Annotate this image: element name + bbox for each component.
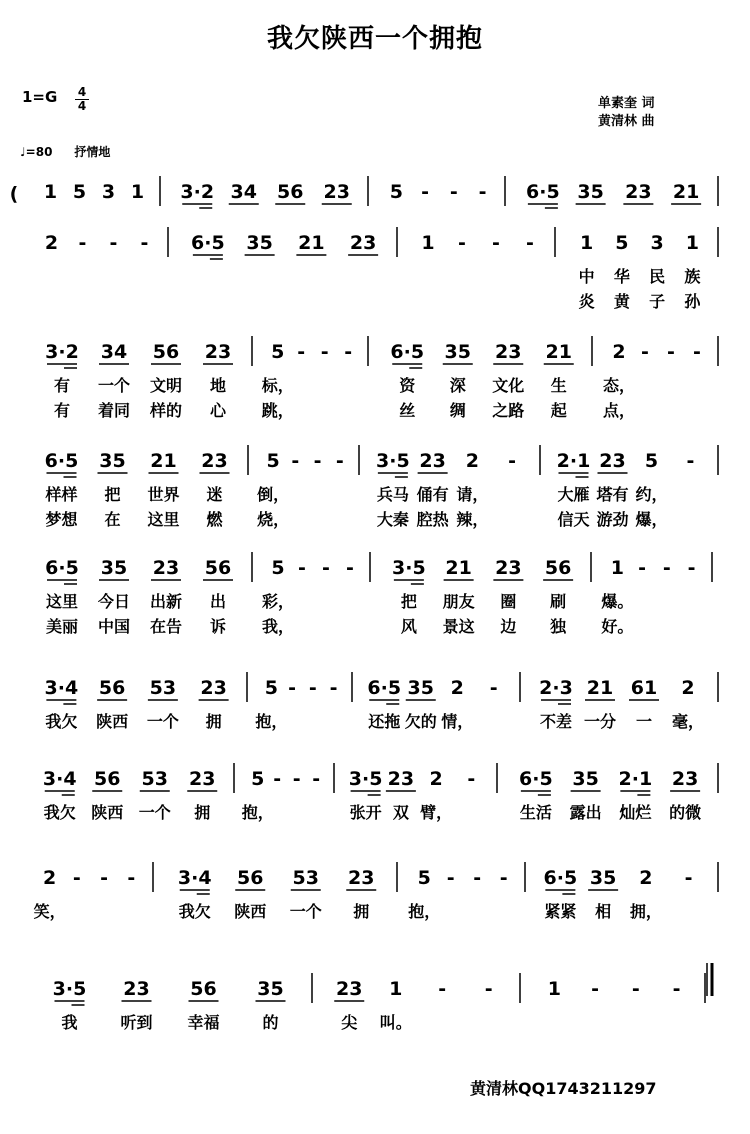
note-group: -: [109, 232, 118, 254]
lyric-text: 把: [400, 592, 417, 611]
note-group: 2: [465, 450, 479, 472]
note-group: 23: [336, 978, 363, 1000]
note-group: 5: [271, 341, 285, 363]
lyric-text: 听到: [120, 1013, 153, 1032]
lyric-text: 俑有: [416, 485, 449, 504]
note-group: 5: [72, 181, 87, 203]
note-group: 53: [149, 677, 177, 699]
note-group: -: [508, 450, 517, 472]
lyric-text: 民: [649, 267, 666, 286]
lyric-text: 生活: [519, 803, 552, 822]
lyric-text: 兵马: [376, 485, 409, 504]
note-group: 53: [141, 768, 168, 790]
note-group: 23: [599, 450, 626, 472]
note-group: 1: [421, 232, 435, 254]
lyric-text: 孙: [684, 292, 701, 311]
lyric-text: 地: [209, 376, 227, 395]
note-group: 23: [671, 768, 699, 790]
note-group: 23: [204, 341, 232, 363]
note-group: 35: [257, 978, 284, 1000]
note-group: 3·5: [392, 557, 426, 579]
lyric-text: 梦想: [45, 510, 78, 529]
lyric-text: 烧，: [257, 510, 290, 529]
note-group: 3·4: [44, 677, 79, 699]
note-group: 5: [389, 181, 403, 203]
note-group: 6·5: [44, 450, 79, 472]
note-group: 3: [101, 181, 116, 203]
lyric-text: 态，: [602, 376, 636, 395]
note-group: 1: [610, 557, 624, 579]
note-group: 6·5: [45, 557, 79, 579]
note-group: 3·5: [52, 978, 87, 1000]
note-group: -: [631, 978, 640, 1000]
lyric-text: 心: [209, 401, 227, 420]
note-group: 2·1: [618, 768, 653, 790]
note-group: 34: [230, 181, 257, 203]
note-group: -: [312, 768, 321, 790]
lyric-text: 中: [578, 267, 595, 286]
lyricist-credit: 单素奎 词: [598, 96, 655, 111]
note-group: 56: [277, 181, 304, 203]
note-group: -: [591, 978, 600, 1000]
lyric-text: 毫，: [671, 712, 705, 731]
note-group: -: [292, 768, 301, 790]
lyric-text: 子: [649, 292, 666, 311]
lyric-text: 出: [209, 592, 227, 611]
note-group: -: [526, 232, 534, 254]
note-group: -: [313, 450, 322, 472]
lyric-text: 尖: [341, 1013, 358, 1032]
note-group: 5: [615, 232, 629, 254]
note-group: 23: [495, 557, 522, 579]
note-group: 35: [572, 768, 599, 790]
note-group: 35: [577, 181, 604, 203]
lyric-text: 我欠: [45, 712, 78, 731]
note-group: -: [298, 557, 306, 579]
mood-marking: 抒情地: [74, 145, 111, 159]
lyric-text: 中国: [97, 617, 131, 636]
note-group: 23: [625, 181, 652, 203]
lyric-text: 拥，: [629, 902, 662, 921]
note-group: 23: [323, 181, 350, 203]
note-group: 23: [348, 867, 375, 889]
note-group: -: [346, 557, 354, 579]
lyric-text: 爆，: [635, 510, 668, 529]
lyric-text: 我，: [261, 617, 295, 636]
lyric-text: 着同: [97, 401, 131, 420]
lyric-text: 美丽: [45, 617, 79, 636]
lyric-text: 紧紧: [544, 902, 577, 921]
note-group: -: [467, 768, 476, 790]
note-group: -: [641, 341, 649, 363]
note-group: -: [484, 978, 493, 1000]
footer-contact: 黄清林QQ1743211297: [470, 1079, 657, 1098]
note-group: 1: [130, 181, 145, 203]
note-group: -: [458, 232, 466, 254]
lyric-text: 陕西: [91, 803, 124, 822]
note-group: -: [100, 867, 109, 889]
note-group: -: [449, 181, 458, 203]
lyric-text: 标，: [261, 376, 294, 395]
note-group: 35: [246, 232, 273, 254]
lyric-text: 彩，: [261, 592, 295, 611]
note-group: 23: [387, 768, 415, 790]
note-group: -: [297, 341, 306, 363]
note-group: 2: [429, 768, 443, 790]
lyric-text: 今日: [97, 592, 131, 611]
lyric-text: 陕西: [234, 902, 267, 921]
lyric-text: 文明: [149, 376, 183, 395]
lyric-text: 这里: [147, 510, 180, 529]
lyric-text: 我欠: [43, 803, 76, 822]
note-group: 56: [152, 341, 180, 363]
lyric-text: 出新: [149, 592, 183, 611]
note-group: 35: [407, 677, 434, 699]
repeat-open-mark: (: [9, 183, 19, 205]
note-group: 21: [445, 557, 472, 579]
lyric-text: 欠的: [404, 712, 437, 731]
lyric-text: 绸: [449, 401, 466, 420]
lyric-text: 辣，: [456, 510, 489, 529]
note-group: 56: [94, 768, 121, 790]
lyric-text: 圈: [500, 592, 517, 611]
note-group: -: [322, 557, 330, 579]
lyric-text: 黄: [613, 292, 630, 311]
note-group: -: [667, 341, 675, 363]
note-group: 6·5: [367, 677, 402, 699]
lyric-text: 笑，: [33, 902, 66, 921]
lyric-text: 抱，: [241, 803, 274, 822]
note-group: 2: [44, 232, 59, 254]
note-group: -: [72, 867, 81, 889]
time-signature-top: 4: [77, 85, 87, 99]
note-group: 3: [650, 232, 664, 254]
note-group: 2: [612, 341, 626, 363]
lyric-text: 起: [550, 401, 567, 420]
note-group: -: [273, 768, 282, 790]
lyric-text: 一个: [97, 376, 131, 395]
note-group: 61: [630, 677, 658, 699]
note-group: -: [320, 341, 329, 363]
note-group: 5: [417, 867, 431, 889]
lyric-text: 一个: [289, 902, 322, 921]
lyric-text: 大雁: [557, 485, 590, 504]
note-group: 56: [204, 557, 232, 579]
lyric-text: 边: [500, 617, 517, 636]
lyric-text: 塔有: [596, 485, 629, 504]
tempo-value: ♩=80: [20, 145, 53, 159]
note-group: -: [446, 867, 455, 889]
lyric-text: 我: [61, 1013, 78, 1032]
note-group: -: [687, 557, 696, 579]
lyric-text: 迷: [206, 485, 223, 504]
lyric-text: 朋友: [442, 592, 475, 611]
note-group: 2: [450, 677, 464, 699]
lyric-text: 拥: [194, 803, 211, 822]
note-group: 2: [43, 867, 57, 889]
note-group: -: [78, 232, 87, 254]
note-group: 34: [100, 341, 128, 363]
lyric-text: 拥: [353, 902, 370, 921]
lyric-text: 一分: [583, 712, 617, 731]
note-group: 56: [544, 557, 572, 579]
note-group: 21: [586, 677, 614, 699]
note-group: -: [489, 677, 498, 699]
lyric-text: 刷: [550, 592, 567, 611]
lyric-text: 信天: [557, 510, 590, 529]
lyric-text: 陕西: [96, 712, 129, 731]
lyric-text: 我欠: [178, 902, 211, 921]
note-group: -: [638, 557, 647, 579]
note-group: 5: [271, 557, 285, 579]
note-group: 6·5: [390, 341, 425, 363]
note-group: 3·4: [42, 768, 77, 790]
note-group: 6·5: [526, 181, 560, 203]
lyric-text: 游劲: [596, 510, 629, 529]
lyric-text: 样的: [149, 401, 183, 420]
lyric-text: 灿烂: [619, 803, 652, 822]
lyric-text: 的: [262, 1013, 279, 1032]
note-group: 1: [580, 232, 594, 254]
lyric-text: 族: [684, 267, 701, 286]
lyric-text: 生: [550, 376, 567, 395]
lyric-text: 之路: [492, 401, 525, 420]
lyric-text: 样样: [45, 485, 78, 504]
composer-credit: 黄清林 曲: [598, 114, 655, 129]
note-group: 23: [349, 232, 377, 254]
note-group: 6·5: [543, 867, 578, 889]
note-group: 21: [672, 181, 700, 203]
note-group: -: [335, 450, 344, 472]
lyric-text: 诉: [209, 617, 227, 636]
note-group: -: [438, 978, 447, 1000]
lyric-text: 抱，: [255, 712, 288, 731]
lyric-text: 腔热: [416, 510, 449, 529]
note-group: -: [127, 867, 136, 889]
song-title: 我欠陕西一个拥抱: [266, 24, 483, 54]
note-group: -: [684, 867, 693, 889]
lyric-text: 露出: [569, 803, 602, 822]
lyric-text: 不差: [539, 712, 573, 731]
note-group: 3·5: [376, 450, 410, 472]
lyric-text: 景这: [442, 617, 475, 636]
lyric-text: 跳，: [261, 401, 294, 420]
note-group: 5: [644, 450, 659, 472]
lyric-text: 约，: [635, 485, 668, 504]
lyric-text: 深: [449, 376, 466, 395]
note-group: 3·2: [45, 341, 79, 363]
lyric-text: 资: [399, 376, 416, 395]
lyric-text: 一: [635, 712, 653, 731]
lyric-text: 在: [104, 510, 121, 529]
lyric-text: 大秦: [376, 510, 409, 529]
note-group: 6·5: [519, 768, 553, 790]
note-group: 23: [200, 677, 227, 699]
note-group: 5: [264, 677, 278, 699]
key-signature: 1=G: [22, 88, 58, 106]
lyric-text: 叫。: [379, 1013, 412, 1032]
note-group: 1: [389, 978, 403, 1000]
lyric-text: 一个: [138, 803, 171, 822]
lyric-text: 臂，: [420, 803, 453, 822]
note-group: 2·1: [556, 450, 591, 472]
time-signature-bottom: 4: [77, 99, 87, 113]
note-group: 23: [189, 768, 216, 790]
lyric-text: 的微: [669, 803, 702, 822]
lyric-text: 相: [595, 902, 612, 921]
lyric-text: 这里: [45, 592, 79, 611]
note-group: 2·3: [539, 677, 573, 699]
note-group: 2: [681, 677, 695, 699]
note-group: 21: [545, 341, 572, 363]
note-group: -: [421, 181, 430, 203]
note-group: 23: [123, 978, 150, 1000]
lyric-text: 丝: [399, 401, 416, 420]
note-group: 23: [495, 341, 522, 363]
lyric-text: 燃: [206, 510, 223, 529]
note-group: 3·2: [180, 181, 215, 203]
note-group: 23: [419, 450, 446, 472]
lyric-text: 在告: [149, 617, 183, 636]
lyric-text: 情，: [441, 712, 474, 731]
note-group: 35: [99, 450, 126, 472]
lyric-text: 双: [392, 803, 409, 822]
note-group: -: [288, 677, 297, 699]
lyric-text: 有: [53, 376, 71, 395]
note-group: 56: [98, 677, 126, 699]
note-group: -: [291, 450, 300, 472]
lyric-text: 文化: [492, 376, 525, 395]
lyric-text: 幸福: [187, 1013, 220, 1032]
lyric-text: 张开: [349, 803, 382, 822]
note-group: -: [499, 867, 508, 889]
lyric-text: 把: [104, 485, 121, 504]
lyric-text: 好。: [601, 617, 634, 636]
lyric-text: 华: [613, 267, 630, 286]
note-group: 35: [100, 557, 128, 579]
note-group: 1: [685, 232, 699, 254]
lyric-text: 有: [53, 401, 71, 420]
note-group: 3·5: [348, 768, 383, 790]
lyric-text: 炎: [578, 292, 595, 311]
note-group: 1: [43, 181, 58, 203]
note-group: -: [473, 867, 482, 889]
note-group: 21: [298, 232, 325, 254]
lyric-text: 点，: [602, 401, 636, 420]
note-group: 6·5: [191, 232, 225, 254]
note-group: 56: [237, 867, 264, 889]
note-group: 5: [266, 450, 280, 472]
lyric-text: 倒，: [257, 485, 290, 504]
note-group: 23: [152, 557, 180, 579]
note-group: 1: [547, 978, 561, 1000]
lyric-text: 请，: [456, 485, 489, 504]
note-group: -: [693, 341, 701, 363]
lyric-text: 爆。: [601, 592, 634, 611]
lyric-text: 风: [400, 617, 417, 636]
lyric-text: 拥: [205, 712, 222, 731]
note-group: 21: [150, 450, 177, 472]
lyric-text: 还拖: [368, 712, 401, 731]
note-group: 35: [589, 867, 617, 889]
note-group: -: [662, 557, 671, 579]
lyric-text: 一个: [146, 712, 179, 731]
note-group: 2: [639, 867, 653, 889]
note-group: -: [686, 450, 695, 472]
note-group: -: [308, 677, 317, 699]
note-group: 35: [444, 341, 471, 363]
note-group: -: [140, 232, 149, 254]
lyric-text: 世界: [147, 485, 180, 504]
note-group: 3·4: [177, 867, 212, 889]
note-group: 56: [190, 978, 217, 1000]
note-group: 53: [292, 867, 319, 889]
note-group: -: [478, 181, 487, 203]
note-group: 23: [201, 450, 228, 472]
note-group: 5: [251, 768, 265, 790]
note-group: -: [344, 341, 353, 363]
lyric-text: 抱，: [408, 902, 441, 921]
note-group: -: [672, 978, 681, 1000]
lyric-text: 独: [550, 617, 567, 636]
note-group: -: [492, 232, 500, 254]
note-group: -: [329, 677, 338, 699]
